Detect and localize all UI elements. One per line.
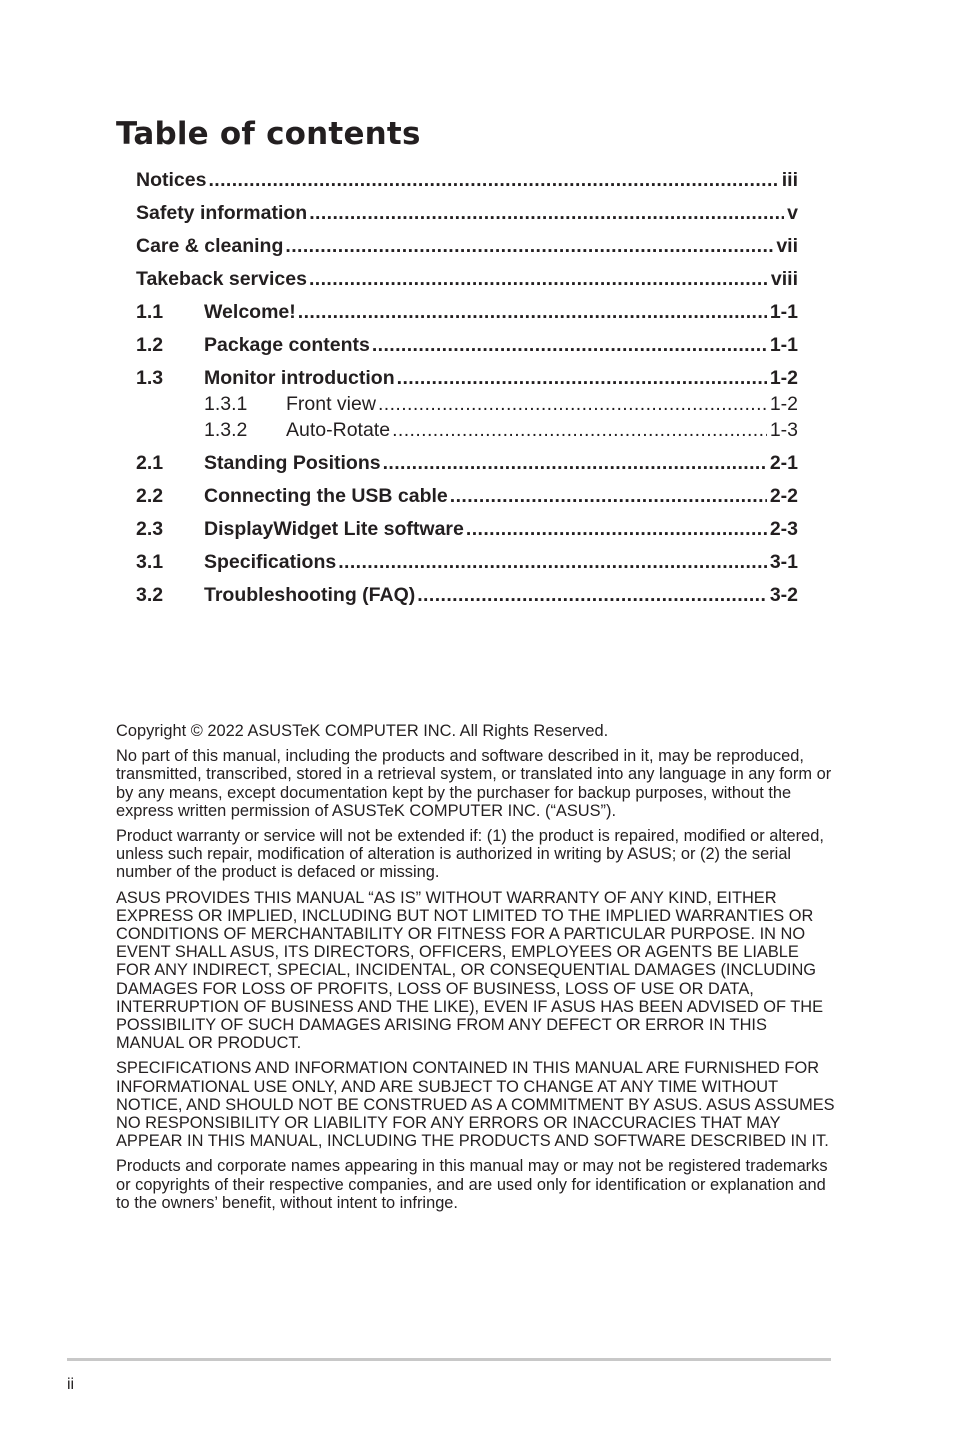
page-title: Table of contents xyxy=(116,116,421,152)
toc-leader-dots xyxy=(208,167,778,193)
toc-entry-page: 3-2 xyxy=(769,584,798,606)
toc-entry-connecting-usb-cable[interactable] xyxy=(136,483,798,509)
toc-entry-label: Notices xyxy=(136,169,207,191)
toc-leader-dots xyxy=(383,450,767,476)
toc-entry-takeback-services[interactable] xyxy=(136,266,798,292)
toc-leader-dots xyxy=(285,233,773,259)
toc-leader-dots xyxy=(309,200,784,226)
toc-entry-number: 3.1 xyxy=(136,551,164,573)
toc-entry-page: 1-1 xyxy=(769,334,798,356)
toc-entry-label: Troubleshooting (FAQ) xyxy=(204,584,416,606)
toc-entry-label: Package contents xyxy=(204,334,370,356)
toc-leader-dots xyxy=(338,549,767,575)
toc-entry-label: Monitor introduction xyxy=(204,367,395,389)
toc-entry-number: 1.2 xyxy=(136,334,164,356)
toc-entry-page: 2-3 xyxy=(769,518,798,540)
toc-entry-safety-information[interactable] xyxy=(136,200,798,226)
toc-entry-page: v xyxy=(787,202,798,224)
toc-leader-dots xyxy=(378,391,767,417)
toc-leader-dots xyxy=(466,516,767,542)
toc-entry-displaywidget-lite[interactable] xyxy=(136,516,798,542)
toc-leader-dots xyxy=(417,582,767,608)
toc-leader-dots xyxy=(309,266,768,292)
reproduction-notice: No part of this manual, including the products and software described in it, may be reproduced, transmitted, transcribed, stored in a retrieval system, or translated into any language in any form or by any means, except documentation kept by the purchaser for backup purposes, without the express written permission of ASUSTeK COMPUTER INC. (“ASUS”). xyxy=(116,747,832,820)
toc-entry-number: 2.1 xyxy=(136,452,164,474)
toc-entry-package-contents[interactable] xyxy=(136,332,798,358)
toc-entry-page: 1-2 xyxy=(769,393,798,415)
toc-entry-page: 2-2 xyxy=(769,485,798,507)
toc-entry-page: 3-1 xyxy=(769,551,798,573)
page-number: ii xyxy=(67,1376,75,1393)
toc-entry-number: 1.3 xyxy=(136,367,164,389)
toc-entry-label: Front view xyxy=(286,393,376,415)
toc-entry-label: Connecting the USB cable xyxy=(204,485,448,507)
toc-entry-label: Safety information xyxy=(136,202,308,224)
toc-entry-page: 1-1 xyxy=(769,301,798,323)
toc-leader-dots xyxy=(397,365,767,391)
toc-entry-label: Auto-Rotate xyxy=(286,419,391,441)
toc-entry-number: 3.2 xyxy=(136,584,164,606)
footer-divider xyxy=(67,1358,831,1361)
toc-entry-notices[interactable] xyxy=(136,167,798,193)
toc-entry-page: iii xyxy=(781,169,798,191)
copyright-statement: Copyright © 2022 ASUSTeK COMPUTER INC. All Rights Reserved. xyxy=(116,722,609,740)
toc-entry-page: viii xyxy=(770,268,798,290)
toc-entry-care-cleaning[interactable] xyxy=(136,233,798,259)
toc-entry-front-view[interactable] xyxy=(136,391,798,417)
toc-entry-number: 1.3.1 xyxy=(204,393,248,415)
toc-leader-dots xyxy=(392,417,767,443)
toc-entry-label: DisplayWidget Lite software xyxy=(204,518,464,540)
toc-entry-page: 2-1 xyxy=(769,452,798,474)
toc-entry-label: Welcome! xyxy=(204,301,296,323)
toc-entry-label: Takeback services xyxy=(136,268,307,290)
toc-entry-page: 1-3 xyxy=(769,419,798,441)
toc-entry-label: Specifications xyxy=(204,551,337,573)
toc-entry-label: Care & cleaning xyxy=(136,235,284,257)
toc-leader-dots xyxy=(450,483,767,509)
toc-leader-dots xyxy=(298,299,767,325)
toc-entry-troubleshooting[interactable] xyxy=(136,582,798,608)
toc-entry-page: 1-2 xyxy=(769,367,798,389)
toc-entry-number: 2.2 xyxy=(136,485,164,507)
toc-entry-auto-rotate[interactable] xyxy=(136,417,798,443)
trademarks-notice: Products and corporate names appearing in this manual may or may not be registered trademarks or copyrights of their respective companies, and are used only for identification or explanation and to the owners’ benefit, without intent to infringe. xyxy=(116,1157,828,1212)
toc-entry-number: 2.3 xyxy=(136,518,164,540)
toc-entry-label: Standing Positions xyxy=(204,452,381,474)
toc-entry-monitor-introduction[interactable] xyxy=(136,365,798,391)
toc-entry-standing-positions[interactable] xyxy=(136,450,798,476)
toc-entry-page: vii xyxy=(776,235,798,257)
toc-entry-number: 1.1 xyxy=(136,301,164,323)
disclaimer-notice: ASUS PROVIDES THIS MANUAL “AS IS” WITHOUT WARRANTY OF ANY KIND, EITHER EXPRESS OR IMPLIED, INCLUDING BUT NOT LIMITED TO THE IMPLIED WARRANTIES OR CONDITIONS OF MERCHANTABILITY OR FITNESS FOR A PARTICULAR PURPOSE. IN NO EVENT SHALL ASUS, ITS DIRECTORS, OFFICERS, EMPLOYEES OR AGENTS BE LIABLE FOR ANY INDIRECT, SPECIAL, INCIDENTAL, OR CONSEQUENTIAL DAMAGES (INCLUDING DAMAGES FOR LOSS OF PROFITS, LOSS OF BUSINESS, LOSS OF USE OR DATA, INTERRUPTION OF BUSINESS AND THE LIKE), EVEN IF ASUS HAS BEEN ADVISED OF THE POSSIBILITY OF SUCH DAMAGES ARISING FROM ANY DEFECT OR ERROR IN THIS MANUAL OR PRODUCT. xyxy=(116,888,824,1053)
legal-notice xyxy=(116,722,836,1219)
toc-entry-specifications[interactable] xyxy=(136,549,798,575)
toc-leader-dots xyxy=(372,332,767,358)
table-of-contents xyxy=(136,167,798,608)
toc-entry-welcome[interactable] xyxy=(136,299,798,325)
specifications-notice: SPECIFICATIONS AND INFORMATION CONTAINED IN THIS MANUAL ARE FURNISHED FOR INFORMATIONAL USE ONLY, AND ARE SUBJECT TO CHANGE AT ANY TIME WITHOUT NOTICE, AND SHOULD NOT BE CONSTRUED AS A COMMITMENT BY ASUS. ASUS ASSUMES NO RESPONSIBILITY OR LIABILITY FOR ANY ERRORS OR INACCURACIES THAT MAY APPEAR IN THIS MANUAL, INCLUDING THE PRODUCTS AND SOFTWARE DESCRIBED IN IT. xyxy=(116,1059,835,1151)
toc-entry-number: 1.3.2 xyxy=(204,419,248,441)
warranty-notice: Product warranty or service will not be extended if: (1) the product is repaired, modified or altered, unless such repair, modification of alteration is authorized in writing by ASUS; or (2) the serial number of the product is defaced or missing. xyxy=(116,827,824,882)
